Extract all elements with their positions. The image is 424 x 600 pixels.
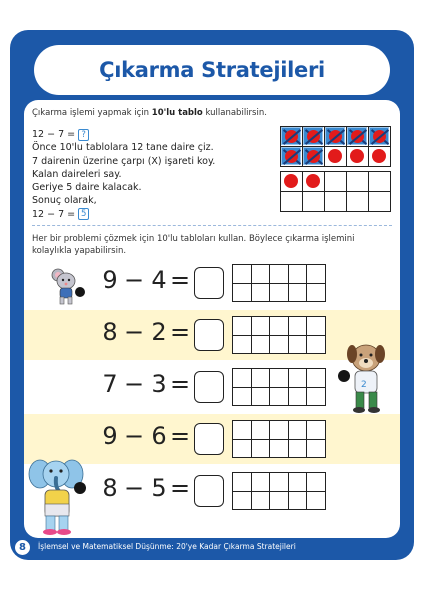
ten-frame-cell[interactable]	[288, 421, 307, 440]
ten-frame-cell	[303, 127, 325, 147]
ten-frame-cell[interactable]	[288, 439, 307, 458]
ten-frame-cell[interactable]	[288, 283, 307, 302]
ten-frame-cell[interactable]	[307, 491, 326, 510]
page-title: Çıkarma Stratejileri	[99, 58, 325, 82]
ten-frame-cell[interactable]	[270, 283, 289, 302]
equation	[102, 318, 192, 346]
ten-frame-cell[interactable]	[251, 283, 270, 302]
ten-frame-cell[interactable]	[251, 421, 270, 440]
ten-frame-cell	[369, 127, 391, 147]
ten-frame-cell[interactable]	[307, 265, 326, 284]
example-problem-text: 12 − 7 =	[32, 129, 76, 140]
ten-frame-cell[interactable]	[288, 369, 307, 388]
answer-box[interactable]	[194, 423, 224, 455]
circle-icon	[328, 149, 342, 163]
ten-frame-cell[interactable]	[307, 439, 326, 458]
equation	[102, 370, 192, 398]
minuend: 9	[102, 422, 120, 450]
equals-sign: =	[170, 318, 193, 346]
intro-text	[32, 108, 267, 118]
ten-frame-cell[interactable]	[307, 421, 326, 440]
ten-frame-cell	[325, 147, 347, 167]
ten-frame[interactable]	[232, 472, 326, 510]
example-steps	[32, 128, 215, 221]
ten-frame-cell	[325, 127, 347, 147]
ten-frame-cell[interactable]	[288, 335, 307, 354]
ten-frame-cell[interactable]	[233, 491, 252, 510]
ten-frame-cell[interactable]	[288, 473, 307, 492]
ten-frame-cell[interactable]	[233, 265, 252, 284]
circle-icon	[350, 149, 364, 163]
ten-frame-cell[interactable]	[270, 369, 289, 388]
ten-frame-cell	[347, 127, 369, 147]
subtrahend: 5	[151, 474, 169, 502]
equation	[102, 266, 192, 294]
ten-frame-cell	[325, 172, 347, 192]
ten-frame-cell[interactable]	[233, 283, 252, 302]
answer-box[interactable]	[194, 319, 224, 351]
answer-box[interactable]	[194, 475, 224, 507]
minuend: 8	[102, 474, 120, 502]
minus-sign: −	[123, 474, 147, 502]
example-ten-frame-2	[280, 171, 391, 212]
step-4: Geriye 5 daire kalacak.	[32, 182, 142, 194]
crossed-circle-icon	[303, 147, 323, 165]
minus-sign: −	[123, 266, 147, 294]
equation	[102, 474, 192, 502]
minus-sign: −	[123, 318, 147, 346]
crossed-circle-icon	[303, 127, 323, 145]
equation	[102, 422, 192, 450]
page-number: 8	[15, 540, 30, 555]
step-3: Kalan daireleri say.	[32, 168, 122, 180]
example-result	[32, 208, 215, 221]
intro-bold: 10'lu tablo	[151, 108, 203, 118]
worksheet-sheet	[24, 100, 400, 538]
ten-frame-cell[interactable]	[251, 387, 270, 406]
ten-frame-cell[interactable]	[251, 369, 270, 388]
ten-frame-cell[interactable]	[307, 473, 326, 492]
ten-frame-cell	[347, 192, 369, 212]
elephant-bowling-icon	[28, 454, 92, 538]
crossed-circle-icon	[369, 127, 389, 145]
subtrahend: 4	[151, 266, 169, 294]
ten-frame-cell[interactable]	[251, 265, 270, 284]
crossed-circle-icon	[347, 127, 367, 145]
ten-frame-cell[interactable]	[233, 369, 252, 388]
ten-frame-cell	[303, 172, 325, 192]
svg-text:2: 2	[361, 380, 367, 390]
circle-icon	[306, 174, 320, 188]
ten-frame-cell	[325, 192, 347, 212]
ten-frame-cell[interactable]	[233, 439, 252, 458]
ten-frame-cell	[281, 147, 303, 167]
minuend: 7	[102, 370, 120, 398]
ten-frame-cell	[281, 172, 303, 192]
ten-frame-cell	[303, 147, 325, 167]
minuend: 8	[102, 318, 120, 346]
ten-frame-cell	[369, 172, 391, 192]
ten-frame-cell	[369, 192, 391, 212]
ten-frame-cell[interactable]	[270, 473, 289, 492]
ten-frame-cell[interactable]	[288, 265, 307, 284]
minus-sign: −	[123, 370, 147, 398]
minus-sign: −	[123, 422, 147, 450]
ten-frame-cell[interactable]	[288, 491, 307, 510]
ten-frame-cell[interactable]	[233, 421, 252, 440]
ten-frame-cell[interactable]	[288, 317, 307, 336]
equals-sign: =	[170, 266, 193, 294]
section-divider	[32, 225, 392, 226]
ten-frame-cell[interactable]	[270, 421, 289, 440]
ten-frame-cell[interactable]	[270, 317, 289, 336]
ten-frame-cell[interactable]	[270, 265, 289, 284]
example-ten-frame-1	[280, 126, 391, 167]
ten-frame-cell[interactable]	[233, 387, 252, 406]
ten-frame-cell[interactable]	[251, 473, 270, 492]
equals-sign: =	[170, 474, 193, 502]
intro-before: Çıkarma işlemi yapmak için	[32, 108, 152, 118]
crossed-circle-icon	[281, 147, 301, 165]
step-2: 7 dairenin üzerine çarpı (X) işareti koy.	[32, 155, 216, 167]
ten-frame-cell	[347, 147, 369, 167]
example-problem	[32, 128, 215, 141]
step-5: Sonuç olarak,	[32, 195, 97, 207]
ten-frame-cell[interactable]	[307, 387, 326, 406]
ten-frame-cell[interactable]	[233, 335, 252, 354]
footer-text: İşlemsel ve Matematiksel Düşünme: 20'ye Kadar Çıkarma Stratejileri	[38, 542, 296, 551]
equals-sign: =	[170, 422, 193, 450]
equals-sign: =	[170, 370, 193, 398]
ten-frame-cell[interactable]	[270, 491, 289, 510]
subtrahend: 2	[151, 318, 169, 346]
ten-frame-cell[interactable]	[233, 473, 252, 492]
ten-frame-cell[interactable]	[270, 387, 289, 406]
ten-frame-cell[interactable]	[251, 491, 270, 510]
instruction-text: Her bir problemi çözmek için 10'lu tabloları kullan. Böylece çıkarma işlemini kolaylıkla yapabilirsin.	[32, 234, 355, 256]
ten-frame-cell	[281, 192, 303, 212]
dog-bowling-icon	[336, 340, 398, 420]
ten-frame[interactable]	[232, 368, 326, 406]
ten-frame-cell	[347, 172, 369, 192]
ten-frame[interactable]	[232, 420, 326, 458]
ten-frame-cell	[281, 127, 303, 147]
ten-frame-cell[interactable]	[251, 439, 270, 458]
title-banner	[34, 45, 390, 95]
ten-frame[interactable]	[232, 316, 326, 354]
minuend: 9	[102, 266, 120, 294]
result-box: 5	[78, 208, 89, 220]
ten-frame-cell	[303, 192, 325, 212]
ten-frame-cell[interactable]	[233, 317, 252, 336]
ten-frame-cell[interactable]	[307, 317, 326, 336]
circle-icon	[372, 149, 386, 163]
circle-icon	[284, 174, 298, 188]
ten-frame-cell[interactable]	[307, 335, 326, 354]
ten-frame-cell[interactable]	[307, 369, 326, 388]
ten-frame-cell[interactable]	[251, 317, 270, 336]
crossed-circle-icon	[281, 127, 301, 145]
mouse-bowling-icon	[46, 268, 88, 308]
ten-frame-cell[interactable]	[251, 335, 270, 354]
intro-after: kullanabilirsin.	[202, 108, 267, 118]
ten-frame-cell[interactable]	[307, 283, 326, 302]
ten-frame-cell[interactable]	[288, 387, 307, 406]
step-1: Önce 10'lu tablolara 12 tane daire çiz.	[32, 142, 214, 154]
crossed-circle-icon	[325, 127, 345, 145]
ten-frame-cell	[369, 147, 391, 167]
answer-box[interactable]	[194, 371, 224, 403]
question-box: ?	[78, 129, 89, 141]
answer-box[interactable]	[194, 267, 224, 299]
example-result-text: 12 − 7 =	[32, 208, 76, 220]
subtrahend: 6	[151, 422, 169, 450]
ten-frame-cell[interactable]	[270, 335, 289, 354]
ten-frame-cell[interactable]	[270, 439, 289, 458]
subtrahend: 3	[151, 370, 169, 398]
ten-frame[interactable]	[232, 264, 326, 302]
